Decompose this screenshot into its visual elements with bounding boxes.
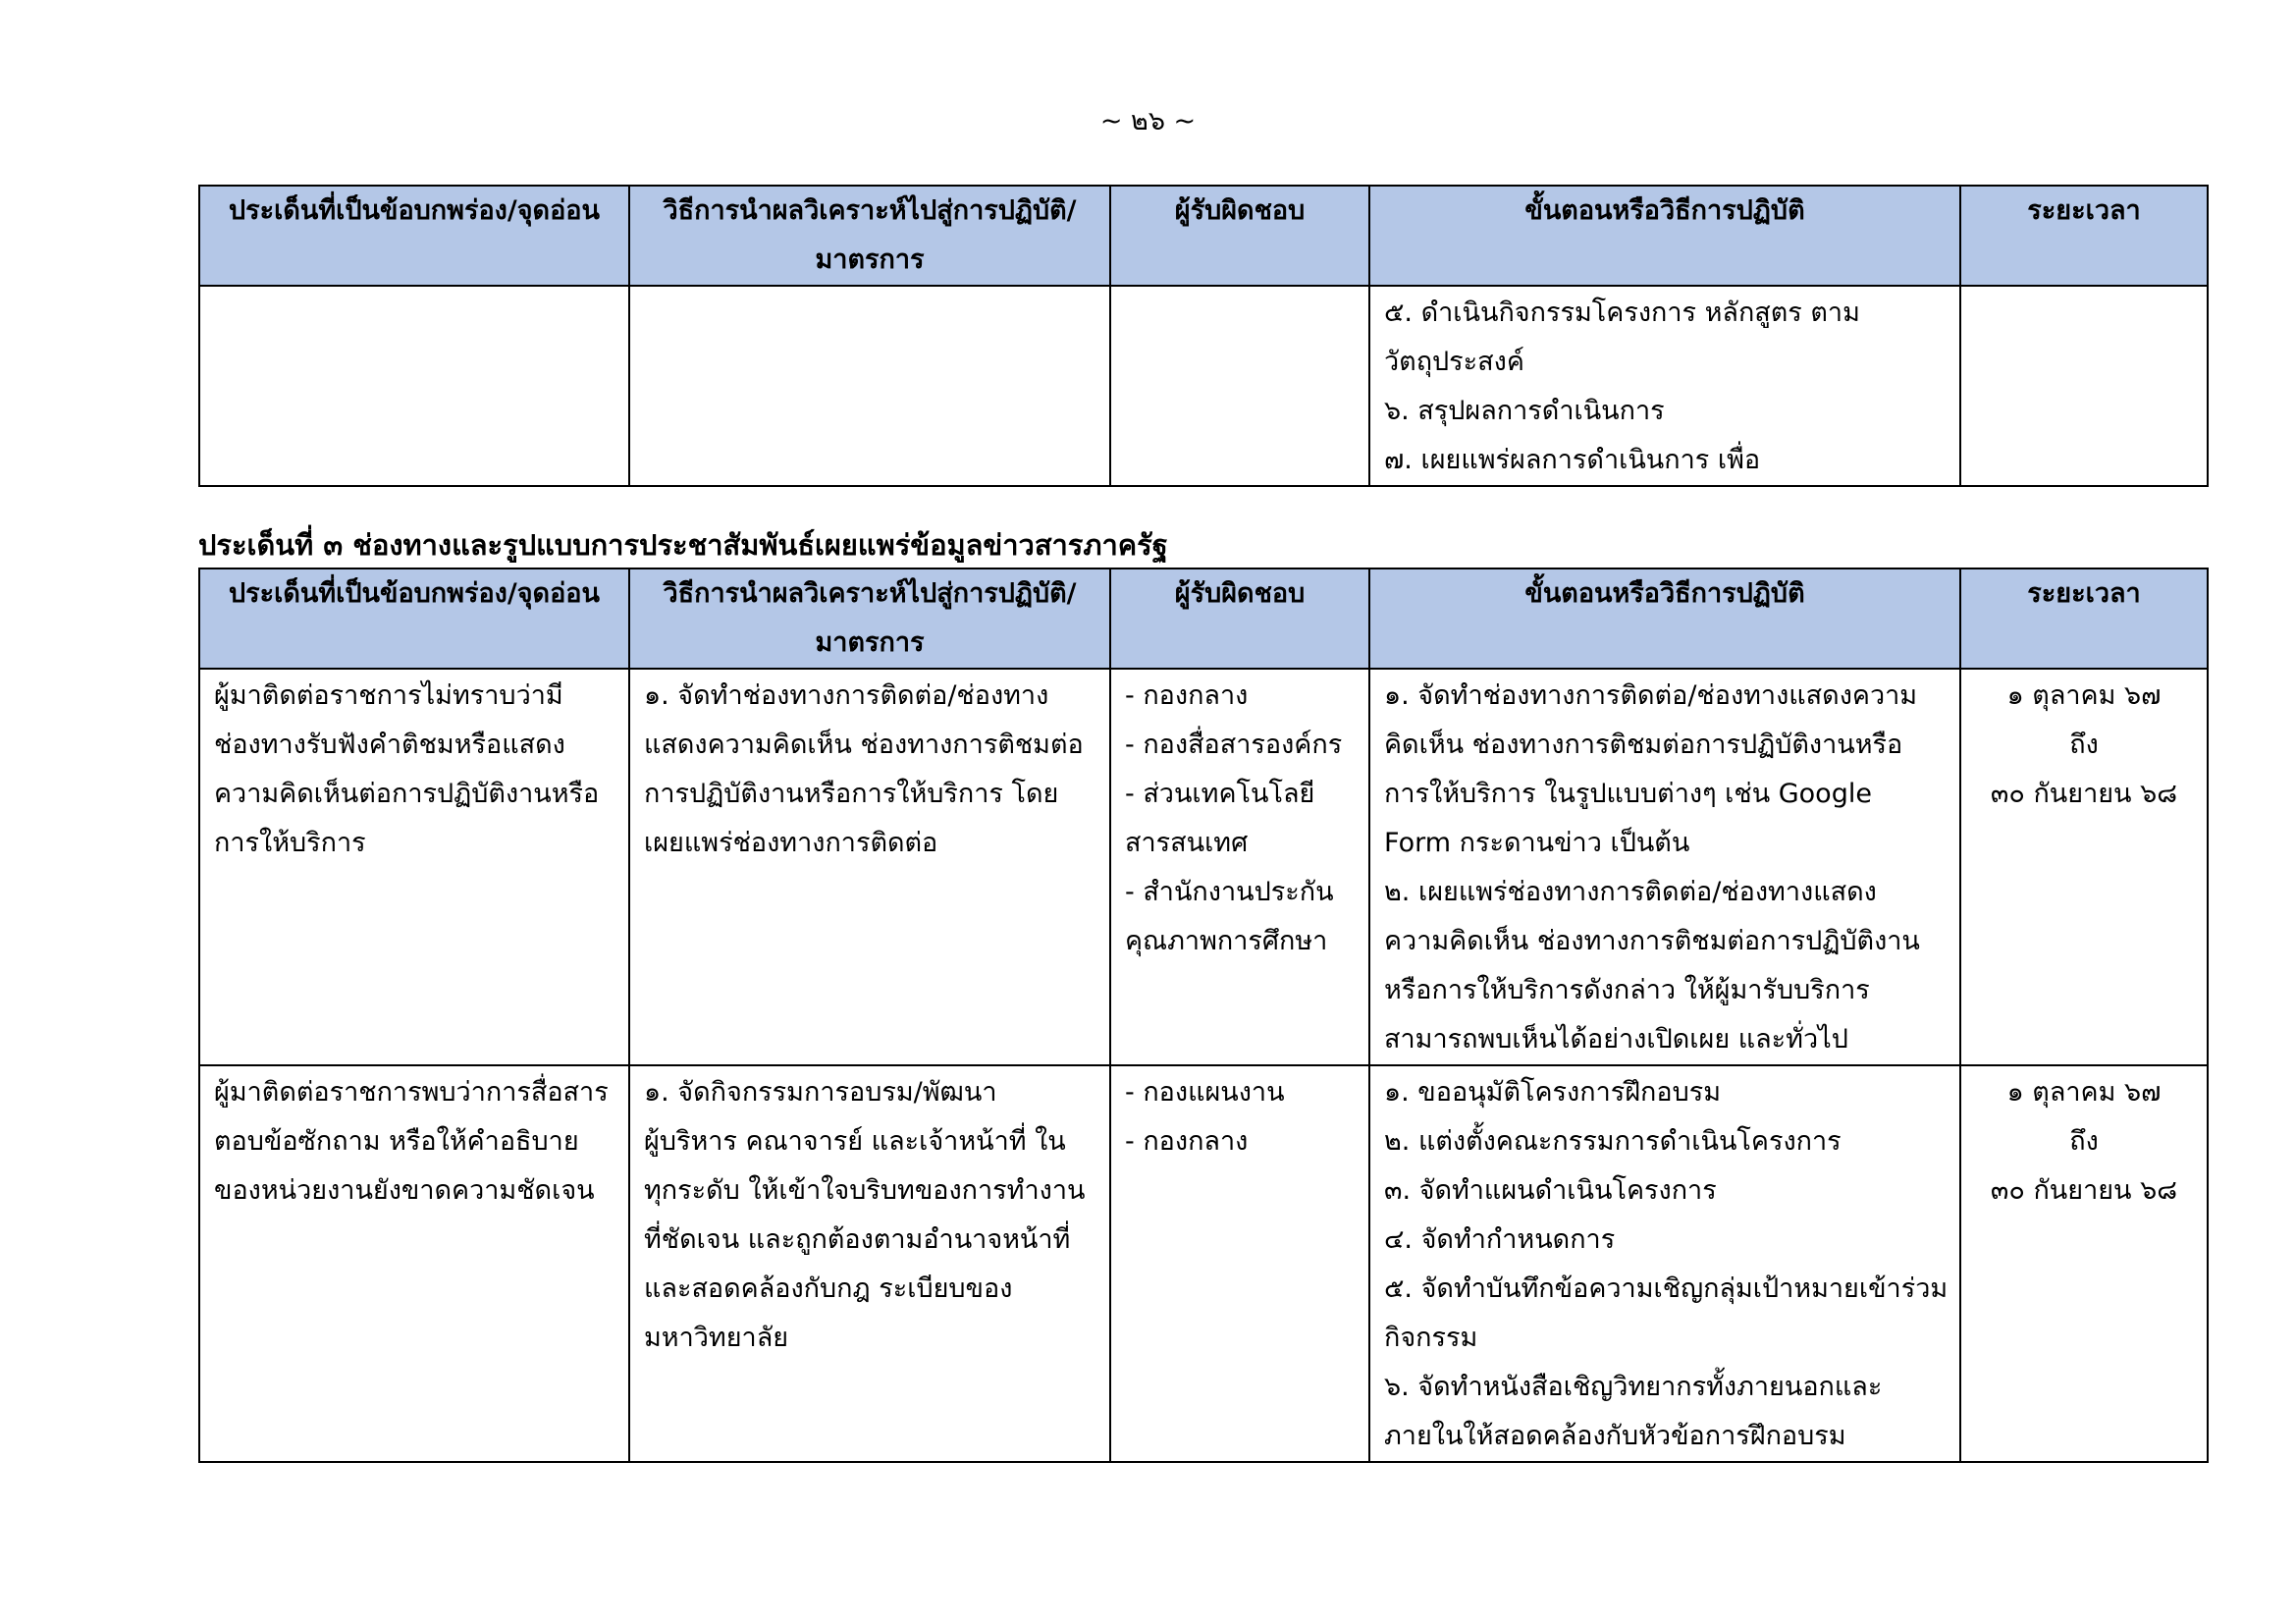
table-header-row xyxy=(199,186,2208,286)
text-line: ของหน่วยงานยังขาดความชัดเจน xyxy=(214,1175,595,1206)
cell-weakness xyxy=(199,669,629,1065)
step-line: ๑. จัดทำช่องทางการติดต่อ/ช่องทางแสดงความ xyxy=(1384,680,1918,711)
header-steps: ขั้นตอนหรือวิธีการปฏิบัติ xyxy=(1369,568,1960,669)
header-method-line1: วิธีการนำผลวิเคราะห์ไปสู่การปฏิบัติ/ xyxy=(663,195,1077,226)
table-row xyxy=(199,1065,2208,1462)
text-line: การให้บริการ xyxy=(214,828,366,858)
period-line: ถึง xyxy=(2069,1126,2099,1157)
text-line: เผยแพร่ช่องทางการติดต่อ xyxy=(644,828,938,858)
period-line: ถึง xyxy=(2069,730,2099,760)
step-line: ๗. เผยแพร่ผลการดำเนินการ เพื่อ xyxy=(1384,445,1761,475)
text-line: ๑. จัดทำช่องทางการติดต่อ/ช่องทาง xyxy=(644,680,1049,711)
text-line: - กองกลาง xyxy=(1125,1126,1249,1157)
header-responsible: ผู้รับผิดชอบ xyxy=(1110,186,1369,286)
step-line: ๕. จัดทำบันทึกข้อความเชิญกลุ่มเป้าหมายเข้าร่วม xyxy=(1384,1273,1949,1304)
cell-period xyxy=(1960,669,2208,1065)
step-line: ๑. ขออนุมัติโครงการฝึกอบรม xyxy=(1384,1077,1722,1108)
header-period: ระยะเวลา xyxy=(1960,186,2208,286)
cell-responsible xyxy=(1110,669,1369,1065)
text-line: สารสนเทศ xyxy=(1125,828,1249,858)
text-line: ๑. จัดกิจกรรมการอบรม/พัฒนา xyxy=(644,1077,997,1108)
period-line: ๓๐ กันยายน ๖๘ xyxy=(1990,779,2178,809)
table-header-row xyxy=(199,568,2208,669)
cell-method xyxy=(629,286,1110,486)
header-method xyxy=(629,186,1110,286)
text-line: ตอบข้อซักถาม หรือให้คำอธิบาย xyxy=(214,1126,579,1157)
header-responsible: ผู้รับผิดชอบ xyxy=(1110,568,1369,669)
text-line: - กองแผนงาน xyxy=(1125,1077,1285,1108)
cell-weakness xyxy=(199,286,629,486)
header-weakness: ประเด็นที่เป็นข้อบกพร่อง/จุดอ่อน xyxy=(199,186,629,286)
step-line: ภายในให้สอดคล้องกับหัวข้อการฝึกอบรม xyxy=(1384,1421,1846,1451)
cell-responsible xyxy=(1110,1065,1369,1462)
table-row xyxy=(199,286,2208,486)
action-plan-table-continued xyxy=(198,185,2209,487)
cell-steps xyxy=(1369,286,1960,486)
cell-steps xyxy=(1369,669,1960,1065)
text-line: ช่องทางรับฟังคำติชมหรือแสดง xyxy=(214,730,565,760)
step-line: การให้บริการ ในรูปแบบต่างๆ เช่น Google xyxy=(1384,779,1872,809)
text-line: - สำนักงานประกัน xyxy=(1125,877,1334,907)
header-steps: ขั้นตอนหรือวิธีการปฏิบัติ xyxy=(1369,186,1960,286)
text-line: ผู้บริหาร คณาจารย์ และเจ้าหน้าที่ ใน xyxy=(644,1126,1066,1157)
text-line: ทุกระดับ ให้เข้าใจบริบทของการทำงาน xyxy=(644,1175,1086,1206)
step-line: สามารถพบเห็นได้อย่างเปิดเผย และทั่วไป xyxy=(1384,1024,1848,1055)
section-heading: ประเด็นที่ ๓ ช่องทางและรูปแบบการประชาสัมพันธ์เผยแพร่ข้อมูลข่าวสารภาครัฐ xyxy=(198,528,1168,562)
text-line: ความคิดเห็นต่อการปฏิบัติงานหรือ xyxy=(214,779,600,809)
step-line: ๖. จัดทำหนังสือเชิญวิทยากรทั้งภายนอกและ xyxy=(1384,1372,1883,1402)
period-line: ๑ ตุลาคม ๖๗ xyxy=(2006,1077,2162,1108)
step-line: ความคิดเห็น ช่องทางการติชมต่อการปฏิบัติงาน xyxy=(1384,926,1920,956)
header-method-line1: วิธีการนำผลวิเคราะห์ไปสู่การปฏิบัติ/ xyxy=(663,578,1077,609)
header-weakness: ประเด็นที่เป็นข้อบกพร่อง/จุดอ่อน xyxy=(199,568,629,669)
text-line: ผู้มาติดต่อราชการพบว่าการสื่อสาร xyxy=(214,1077,609,1108)
step-line: หรือการให้บริการดังกล่าว ให้ผู้มารับบริการ xyxy=(1384,975,1870,1005)
cell-period xyxy=(1960,286,2208,486)
step-line: วัตถุประสงค์ xyxy=(1384,347,1524,377)
text-line: - กองสื่อสารองค์กร xyxy=(1125,730,1343,760)
period-line: ๓๐ กันยายน ๖๘ xyxy=(1990,1175,2178,1206)
text-line: การปฏิบัติงานหรือการให้บริการ โดย xyxy=(644,779,1059,809)
header-method-line2: มาตรการ xyxy=(815,244,925,275)
period-line: ๑ ตุลาคม ๖๗ xyxy=(2006,680,2162,711)
step-line: ๒. แต่งตั้งคณะกรรมการดำเนินโครงการ xyxy=(1384,1126,1842,1157)
text-line: - ส่วนเทคโนโลยี xyxy=(1125,779,1315,809)
step-line: ๓. จัดทำแผนดำเนินโครงการ xyxy=(1384,1175,1717,1206)
text-line: คุณภาพการศึกษา xyxy=(1125,926,1328,956)
step-line: ๒. เผยแพร่ช่องทางการติดต่อ/ช่องทางแสดง xyxy=(1384,877,1877,907)
step-line: กิจกรรม xyxy=(1384,1323,1478,1353)
header-period: ระยะเวลา xyxy=(1960,568,2208,669)
page-number: ~ ๒๖ ~ xyxy=(1099,106,1197,136)
step-line: ๕. ดำเนินกิจกรรมโครงการ หลักสูตร ตาม xyxy=(1384,298,1860,328)
cell-period xyxy=(1960,1065,2208,1462)
cell-method xyxy=(629,669,1110,1065)
step-line: Form กระดานข่าว เป็นต้น xyxy=(1384,828,1690,858)
cell-weakness xyxy=(199,1065,629,1462)
text-line: แสดงความคิดเห็น ช่องทางการติชมต่อ xyxy=(644,730,1084,760)
step-line: ๔. จัดทำกำหนดการ xyxy=(1384,1224,1616,1255)
text-line: และสอดคล้องกับกฎ ระเบียบของ xyxy=(644,1273,1013,1304)
text-line: - กองกลาง xyxy=(1125,680,1249,711)
cell-steps xyxy=(1369,1065,1960,1462)
header-method xyxy=(629,568,1110,669)
action-plan-table-section3 xyxy=(198,568,2209,1463)
text-line: ผู้มาติดต่อราชการไม่ทราบว่ามี xyxy=(214,680,563,711)
text-line: ที่ชัดเจน และถูกต้องตามอำนาจหน้าที่ xyxy=(644,1224,1071,1255)
text-line: มหาวิทยาลัย xyxy=(644,1323,789,1353)
step-line: คิดเห็น ช่องทางการติชมต่อการปฏิบัติงานหรือ xyxy=(1384,730,1903,760)
header-method-line2: มาตรการ xyxy=(815,627,925,658)
table-row xyxy=(199,669,2208,1065)
step-line: ๖. สรุปผลการดำเนินการ xyxy=(1384,396,1665,426)
cell-responsible xyxy=(1110,286,1369,486)
cell-method xyxy=(629,1065,1110,1462)
